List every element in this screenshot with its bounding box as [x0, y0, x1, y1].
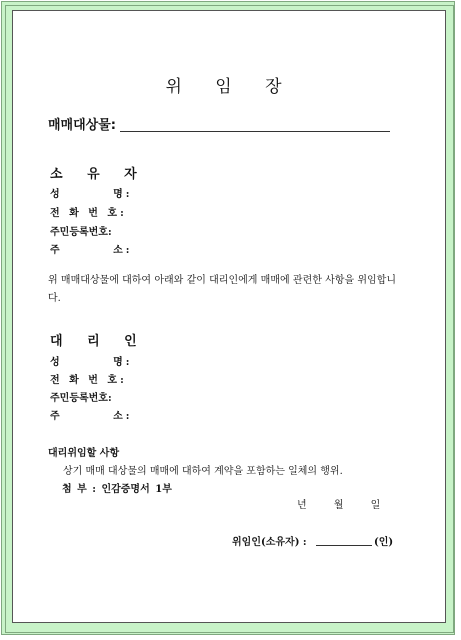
document-title: 위 임 장: [165, 77, 296, 97]
signature-line: [316, 545, 372, 546]
owner-phone-label: 전 화 번 호:: [50, 208, 127, 219]
seal-label: (인): [374, 537, 394, 548]
document-page: [12, 10, 446, 623]
owner-address-label: 주 소:: [50, 245, 133, 256]
subject-label: 매매대상물:: [48, 118, 116, 133]
owner-id-label: 주민등록번호:: [50, 227, 112, 238]
attachment-line: 첨 부 : 인감증명서 1부: [62, 484, 172, 495]
signer-label: 위임인(소유자) :: [232, 537, 307, 548]
agent-phone-label: 전 화 번 호:: [50, 375, 127, 386]
delegation-text: 위 매매대상물에 대하여 아래와 같이 대리인에게 매매에 관련한 사항을 위임합니다.: [48, 275, 396, 304]
owner-name-label: 성 명:: [50, 189, 133, 200]
agent-id-label: 주민등록번호:: [50, 393, 112, 404]
agent-address-label: 주 소:: [50, 411, 133, 422]
agent-heading: 대 리 인: [50, 334, 147, 349]
delegated-matters-heading: 대리위임할 사항: [48, 448, 120, 459]
subject-underline: [120, 131, 390, 132]
owner-heading: 소 유 자: [50, 167, 147, 182]
delegated-matters-text: 상기 매매 대상물의 매매에 대하여 계약을 포함하는 일체의 행위.: [63, 466, 343, 477]
agent-name-label: 성 명:: [50, 357, 133, 368]
date-line: 년 월 일: [297, 500, 383, 511]
